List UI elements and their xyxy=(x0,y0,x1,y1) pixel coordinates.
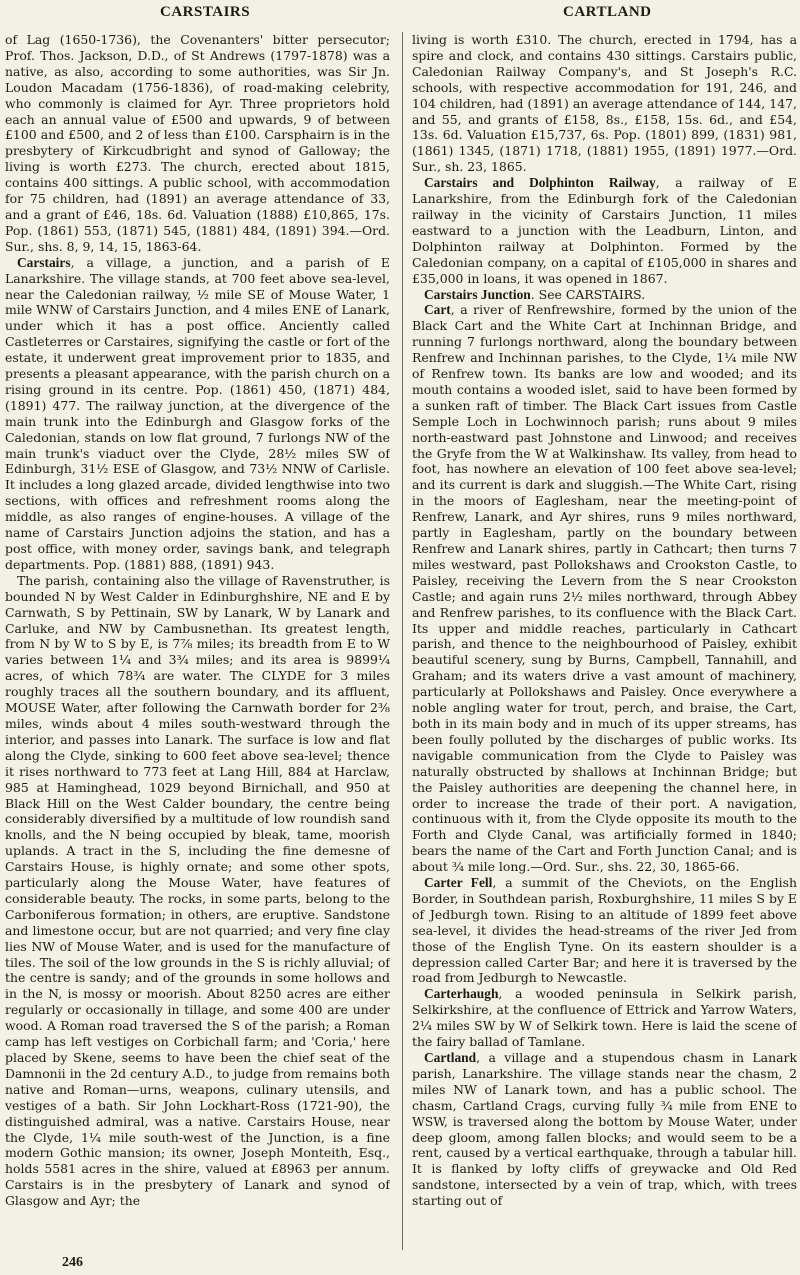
entry-title: Carstairs xyxy=(17,254,71,270)
header-left-title: CARSTAIRS xyxy=(160,4,251,20)
entry-text: , a river of Renfrewshire, formed by the union of the Black Cart and the White Cart at Inchinnan Bridge, and running 7 furlongs northward, along the boundary between Renfrew and Inchinnan parishes, to the Clyde, 1¼ mile NW of Renfrew town. Its banks are low and wooded; and its mouth contains a wooded islet, said to have been formed by a sunken raft of timber. The Black Cart issues from Castle Semple Loch in Lochwinnoch parish; runs about 9 miles north-eastward past Johnstone and Linwood; and receives the Gryfe from the W at Walkinshaw. Its valley, from head to foot, has nowhere an elevation of 100 feet above sea-level; and its current is dark and sluggish.—The White Cart, rising in the moors of Eaglesham, near the meeting-point of Renfrew, Lanark, and Ayr shires, runs 9 miles northward, partly in Eaglesham, partly on the boundary between Renfrew and Lanark shires, partly in Cathcart; then turns 7 miles westward, past Pollokshaws and Crookston Castle, to Paisley, receiving the Levern from the S near Crookston Castle; and again runs 2½ miles northward, through Abbey and Renfrew parishes, to its confluence with the Black Cart. Its upper and middle reaches, particularly in Cathcart parish, and thence to the neighbourhood of Paisley, exhibit beautiful scenery, sung by Burns, Campbell, Tannahill, and Graham; and its waters drive a vast amount of machinery, particularly at Pollokshaws and Paisley. Once everywhere a noble angling water for trout, perch, and braise, the Cart, both in its main body and in much of its upper streams, has been foully polluted by the discharges of public works. Its navigable communication from the Clyde to Paisley was naturally obstructed by shallows at Inchinnan Bridge; but the Paisley authorities are deepening the channel here, in order to increase the trade of their port. A navigation, continuous with it, from the Clyde opposite its mouth to the Forth and Clyde Canal, was artificially formed in 1840; bears the name of the Cart and Forth Junction Canal; and is about ¾ mile long.—Ord. Sur., shs. 22, 30, 1865-66. xyxy=(412,302,797,875)
entry-title: Cartland xyxy=(424,1050,477,1065)
entry-paragraph xyxy=(412,1050,797,1209)
entry-title: Carter Fell xyxy=(424,875,493,891)
entry-text: , a village, a junction, and a parish of E Lanarkshire. The village stands, at 700 feet above sea-level, near the Caledonian railway, ½ mile SE of Mouse Water, 1 mile WNW of Carstairs Junction, and 4 miles ENE of Lanark, under which it has a post office. Anciently called Castleterres or Carstaires, signifying the castle or fort of the estate, it underwent great improvement prior to 1835, and presents a pleasant appearance, with the parish church on a rising ground in its centre. Pop. (1861) 450, (1871) 484, (1891) 477. The railway junction, at the divergence of the main trunk into the Edinburgh and Glasgow forks of the Caledonian, stands on low flat ground, 7 furlongs NW of the main trunk's viaduct over the Clyde, 28½ miles SW of Edinburgh, 31½ ESE of Glasgow, and 73½ NNW of Carlisle. It includes a long glazed arcade, divided lengthwise into two sections, with offices and refreshment rooms along the middle, as also ranges of engine-houses. A village of the name of Carstairs Junction adjoins the station, and has a post office, with money order, savings bank, and telegraph departments. Pop. (1881) 888, (1891) 943. xyxy=(5,254,390,572)
header-right-title: CARTLAND xyxy=(563,4,652,20)
entry-title: Carterhaugh xyxy=(424,986,499,1002)
column-divider xyxy=(402,32,403,1250)
running-header xyxy=(0,4,800,24)
entry-text: The parish, containing also the village of Ravenstruther, is bounded N by West Calder in Edinburghshire, NE and E by Carnwath, S by Pettinain, SW by Lanark, W by Lanark and Carluke, and NW by Cambusnethan. Its greatest length, from N by W to S by E, is 7⅞ miles; its breadth from E to W varies between 1¼ and 3¾ miles; and its area is 9899¼ acres, of which 78¾ are water. The CLYDE for 3 miles roughly traces all the southern boundary, and its affluent, MOUSE Water, after following the Carnwath border for 2⅜ miles, winds about 4 miles south-westward through the interior, and passes into Lanark. The surface is low and flat along the Clyde, sinking to 600 feet above sea-level; thence it rises northward to 773 feet at Lang Hill, 884 at Harclaw, 985 at Haminghead, 1029 beyond Birnichall, and 950 at Black Hill on the West Calder boundary, the centre being considerably diversified by a multitude of low roundish sand knolls, and the N being occupied by bleak, tame, moorish uplands. A tract in the S, including the fine demesne of Carstairs House, is highly ornate; and some other spots, particularly along the Mouse Water, have features of considerable beauty. The rocks, in some parts, belong to the Carboniferous formation; in others, are eruptive. Sandstone and limestone occur, but are not quarried; and very fine clay lies NW of Mouse Water, and is used for the manufacture of tiles. The soil of the low grounds in the S is richly alluvial; of the centre is sandy; and of the grounds in some hollows and in the N, is mossy or moorish. About 8250 acres are either regularly or occasionally in tillage, and some 400 are under wood. A Roman road traversed the S of the parish; a Roman camp has left vestiges on Corbichall farm; and 'Coria,' here placed by Skene, seems to have been the chief seat of the Damnonii in the 2d century A.D., to judge from remains both native and Roman—urns, weapons, culinary utensils, and vestiges of a bath. Sir John Lockhart-Ross (1721-90), the distinguished admiral, was a native. Carstairs House, near the Clyde, 1¼ mile south-west of the Junction, is a fine modern Gothic mansion; its owner, Joseph Monteith, Esq., holds 5581 acres in the shire, valued at £8963 per annum. Carstairs is in the presbytery of Lanark and synod of Glasgow and Ayr; the xyxy=(5,572,390,1209)
entry-text: . See CARSTAIRS. xyxy=(530,286,646,302)
entry-paragraph xyxy=(412,986,797,1050)
entry-paragraph xyxy=(412,875,797,986)
entry-paragraph xyxy=(412,302,797,875)
entry-title: Carstairs and Dolphinton Railway xyxy=(424,175,656,191)
entry-text: living is worth £310. The church, erected in 1794, has a spire and clock, and contains 430 sittings. Carstairs public, Caledonian Railway Company's, and St Joseph's R.C. schools, with respective accommodation for 191, 246, and 104 children, had (1891) an average attendance of 144, 147, and 55, and grants of £158, 8s., £158, 15s. 6d., and £54, 13s. 6d. Valuation £15,737, 6s. Pop. (1801) 899, (1831) 981, (1861) 1345, (1871) 1718, (1881) 1955, (1891) 1977.—Ord. Sur., sh. 23, 1865. xyxy=(412,32,797,175)
entry-text: , a summit of the Cheviots, on the English Border, in Southdean parish, Roxburghshire, 11 miles S by E of Jedburgh town. Rising to an altitude of 1899 feet above sea-level, it divides the head-streams of the river Jed from those of the English Tyne. On its eastern shoulder is a depression called Carter Bar; and here it is traversed by the road from Jedburgh to Newcastle. xyxy=(412,875,797,986)
entry-text: , a village and a stupendous chasm in Lanark parish, Lanarkshire. The village stands near the chasm, 2 miles NW of Lanark town, and has a public school. The chasm, Cartland Crags, curving fully ¾ mile from ENE to WSW, is traversed along the bottom by Mouse Water, under deep gloom, among fallen blocks; and would seem to be a rent, caused by a vertical earthquake, through a tabular hill. It is flanked by lofty cliffs of greywacke and Old Red sandstone, intersected by a vein of trap, which, with trees starting out of xyxy=(412,1050,797,1209)
page-number: 246 xyxy=(62,1255,83,1270)
entry-paragraph xyxy=(412,287,797,303)
entry-text: , a railway of E Lanarkshire, from the Edinburgh fork of the Caledonian railway in the vicinity of Carstairs Junction, 11 miles eastward to a junction with the Leadburn, Linton, and Dolphinton railway at Dolphinton. Formed by the Caledonian company, on a capital of £105,000 in shares and £35,000 in loans, it was opened in 1867. xyxy=(412,175,797,286)
entry-paragraph xyxy=(412,175,797,286)
entry-paragraph xyxy=(412,32,797,175)
entry-text: , a wooded peninsula in Selkirk parish, Selkirkshire, at the confluence of Ettrick and Yarrow Waters, 2¼ miles SW by W of Selkirk town. Here is laid the scene of the fairy ballad of Tamlane. xyxy=(412,986,797,1050)
entry-paragraph xyxy=(5,255,390,573)
entry-paragraph xyxy=(5,573,390,1209)
right-column xyxy=(412,32,797,1254)
entry-paragraph xyxy=(5,32,390,255)
left-column xyxy=(5,32,390,1254)
entry-title: Carstairs Junction xyxy=(424,286,531,302)
entry-title: Cart xyxy=(424,302,451,318)
entry-text: of Lag (1650-1736), the Covenanters' bitter persecutor; Prof. Thos. Jackson, D.D., of St Andrews (1797-1878) was a native, as also, according to some authorities, was Sir Jn. Loudon Macadam (1756-1836), of road-making celebrity, who commonly is claimed for Ayr. Three proprietors hold each an annual value of £500 and upwards, 9 of between £100 and £500, and 2 of less than £100. Carsphairn is in the presbytery of Kirkcudbright and synod of Galloway; the living is worth £273. The church, erected about 1815, contains 400 sittings. A public school, with accommodation for 75 children, had (1891) an average attendance of 33, and a grant of £46, 18s. 6d. Valuation (1888) £10,865, 17s. Pop. (1861) 553, (1871) 545, (1881) 484, (1891) 394.—Ord. Sur., shs. 8, 9, 14, 15, 1863-64. xyxy=(5,32,390,254)
